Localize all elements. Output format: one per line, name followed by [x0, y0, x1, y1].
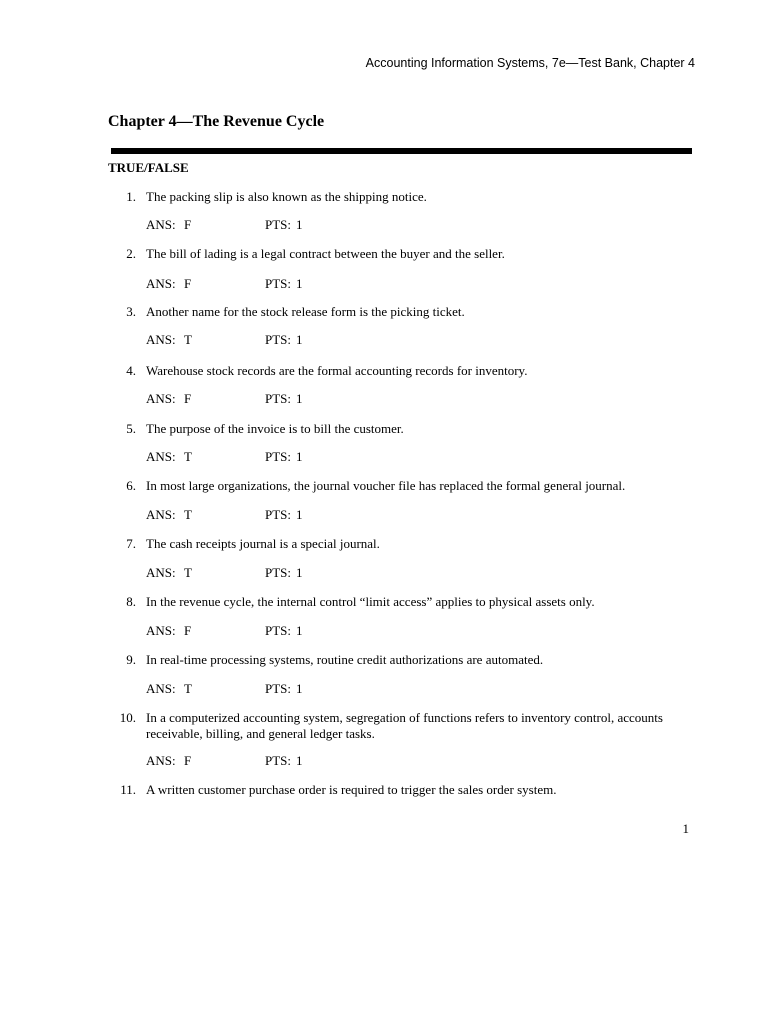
question-text: The cash receipts journal is a special journal.	[146, 536, 380, 551]
ans-label: ANS:	[146, 332, 176, 347]
ans-label: ANS:	[146, 217, 176, 232]
pts-label: PTS:	[265, 753, 292, 768]
pts-label: PTS:	[265, 217, 292, 232]
ans-label: ANS:	[146, 276, 176, 291]
ans-value: T	[184, 507, 192, 522]
ans-label: ANS:	[146, 391, 176, 406]
question-item	[108, 536, 692, 552]
page-number: 1	[682, 821, 689, 836]
ans-value: T	[184, 449, 192, 464]
question-text: A written customer purchase order is required to trigger the sales order system.	[146, 782, 557, 797]
question-item	[108, 594, 692, 610]
pts-label: PTS:	[265, 449, 292, 464]
section-heading: TRUE/FALSE	[108, 160, 189, 175]
question-text: In a computerized accounting system, segregation of functions refers to inventory control, accounts receivable, billing, and general ledger tasks.	[146, 710, 663, 741]
ans-value: T	[184, 565, 192, 580]
question-number: 4.	[126, 363, 136, 378]
pts-value: 1	[296, 332, 303, 347]
question-text: The bill of lading is a legal contract between the buyer and the seller.	[146, 246, 505, 261]
question-item	[108, 189, 692, 205]
pts-label: PTS:	[265, 332, 292, 347]
question-number: 8.	[126, 594, 136, 609]
question-text: Warehouse stock records are the formal accounting records for inventory.	[146, 363, 528, 378]
ans-value: F	[184, 391, 192, 406]
ans-label: ANS:	[146, 507, 176, 522]
title-rule-divider	[111, 148, 692, 154]
chapter-title: Chapter 4—The Revenue Cycle	[108, 113, 325, 130]
question-item	[108, 782, 692, 798]
ans-label: ANS:	[146, 565, 176, 580]
pts-value: 1	[296, 753, 303, 768]
question-text: Another name for the stock release form is the picking ticket.	[146, 304, 465, 319]
ans-value: T	[184, 332, 192, 347]
question-item	[108, 421, 692, 437]
pts-value: 1	[296, 507, 303, 522]
question-text: The packing slip is also known as the shipping notice.	[146, 189, 427, 204]
pts-value: 1	[296, 217, 303, 232]
pts-label: PTS:	[265, 391, 292, 406]
question-number: 3.	[126, 304, 136, 319]
question-item	[108, 478, 692, 494]
pts-value: 1	[296, 276, 303, 291]
question-number: 7.	[126, 536, 136, 551]
question-item	[108, 652, 692, 668]
ans-value: T	[184, 681, 192, 696]
question-number: 5.	[126, 421, 136, 436]
question-text: In real-time processing systems, routine credit authorizations are automated.	[146, 652, 544, 667]
question-text: The purpose of the invoice is to bill the customer.	[146, 421, 404, 436]
pts-label: PTS:	[265, 681, 292, 696]
question-item	[108, 710, 692, 742]
pts-value: 1	[296, 681, 303, 696]
question-item	[108, 246, 692, 262]
ans-label: ANS:	[146, 449, 176, 464]
question-number: 6.	[126, 478, 136, 493]
pts-value: 1	[296, 449, 303, 464]
pts-value: 1	[296, 391, 303, 406]
ans-label: ANS:	[146, 753, 176, 768]
pts-label: PTS:	[265, 507, 292, 522]
question-number: 10.	[119, 710, 136, 725]
pts-label: PTS:	[265, 623, 292, 638]
question-item	[108, 304, 692, 320]
pts-label: PTS:	[265, 565, 292, 580]
question-item	[108, 363, 692, 379]
ans-value: F	[184, 623, 192, 638]
pts-label: PTS:	[265, 276, 292, 291]
question-number: 2.	[126, 246, 136, 261]
ans-label: ANS:	[146, 681, 176, 696]
ans-value: F	[184, 276, 192, 291]
question-number: 9.	[126, 652, 136, 667]
question-text: In the revenue cycle, the internal control “limit access” applies to physical assets only.	[146, 594, 595, 609]
ans-label: ANS:	[146, 623, 176, 638]
running-header: Accounting Information Systems, 7e—Test Bank, Chapter 4	[365, 56, 695, 70]
pts-value: 1	[296, 565, 303, 580]
question-number: 11.	[120, 782, 136, 797]
question-text: In most large organizations, the journal voucher file has replaced the formal general journal.	[146, 478, 626, 493]
ans-value: F	[184, 753, 192, 768]
question-number: 1.	[126, 189, 136, 204]
ans-value: F	[184, 217, 192, 232]
pts-value: 1	[296, 623, 303, 638]
